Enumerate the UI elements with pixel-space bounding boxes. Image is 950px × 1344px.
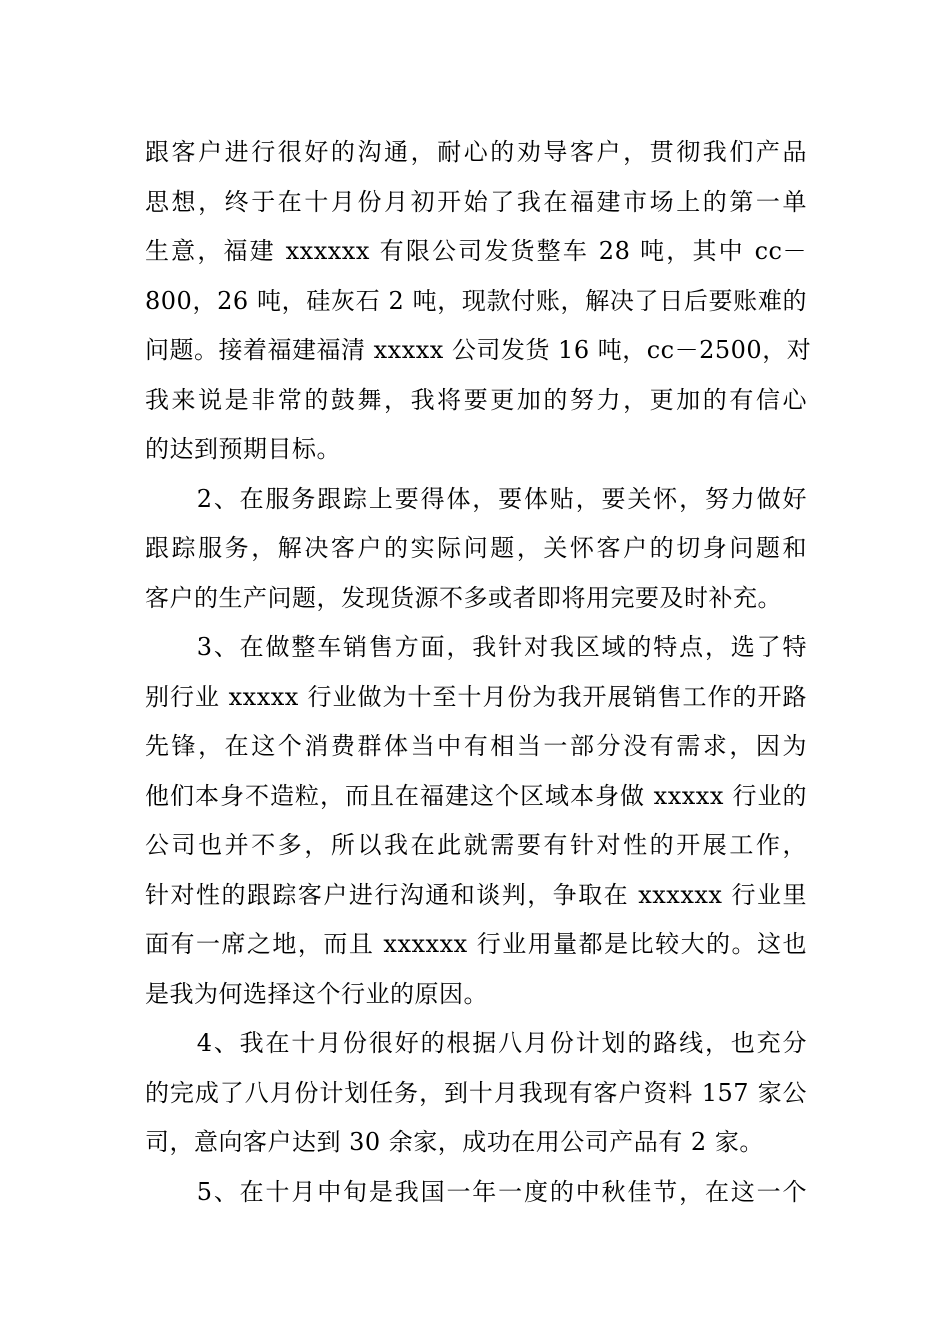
text-line: 先锋，在这个消费群体当中有相当一部分没有需求，因为 <box>145 732 807 760</box>
text-line: 4、我在十月份很好的根据八月份计划的路线，也充分 <box>145 1029 807 1057</box>
text-line: 是我为何选择这个行业的原因。 <box>145 979 488 1008</box>
text-line: 别行业 xxxxx 行业做为十至十月份为我开展销售工作的开路 <box>145 682 807 711</box>
body-text <box>145 128 812 1217</box>
text-line: 跟客户进行很好的沟通，耐心的劝导客户，贯彻我们产品 <box>145 138 807 166</box>
text-line: 公司也并不多，所以我在此就需要有针对性的开展工作， <box>145 831 807 859</box>
text-line: 的达到预期目标。 <box>145 435 341 463</box>
text-line: 3、在做整车销售方面，我针对我区域的特点，选了特 <box>145 633 807 661</box>
text-line: 跟踪服务，解决客户的实际问题，关怀客户的切身问题和 <box>145 534 807 562</box>
text-line: 针对性的跟踪客户进行沟通和谈判，争取在 xxxxxx 行业里 <box>145 880 807 909</box>
text-line: 我来说是非常的鼓舞，我将要更加的努力，更加的有信心 <box>145 385 807 414</box>
text-line: 客户的生产问题，发现货源不多或者即将用完要及时补充。 <box>145 583 782 612</box>
text-line: 生意，福建 xxxxxx 有限公司发货整车 28 吨，其中 cc－ <box>145 237 807 265</box>
text-line: 2、在服务跟踪上要得体，要体贴，要关怀，努力做好 <box>145 484 807 513</box>
text-line: 问题。接着福建福清 xxxxx 公司发货 16 吨，cc－2500，对 <box>145 336 812 364</box>
text-line: 司，意向客户达到 30 余家，成功在用公司产品有 2 家。 <box>145 1128 764 1156</box>
text-line: 他们本身不造粒，而且在福建这个区域本身做 xxxxx 行业的 <box>145 781 807 810</box>
text-line: 5、在十月中旬是我国一年一度的中秋佳节，在这一个 <box>145 1177 807 1206</box>
text-line: 面有一席之地，而且 xxxxxx 行业用量都是比较大的。这也 <box>145 930 807 958</box>
text-line: 思想，终于在十月份月初开始了我在福建市场上的第一单 <box>145 187 807 216</box>
text-line: 800，26 吨，硅灰石 2 吨，现款付账，解决了日后要账难的 <box>145 286 807 315</box>
text-line: 的完成了八月份计划任务，到十月我现有客户资料 157 家公 <box>145 1078 807 1107</box>
